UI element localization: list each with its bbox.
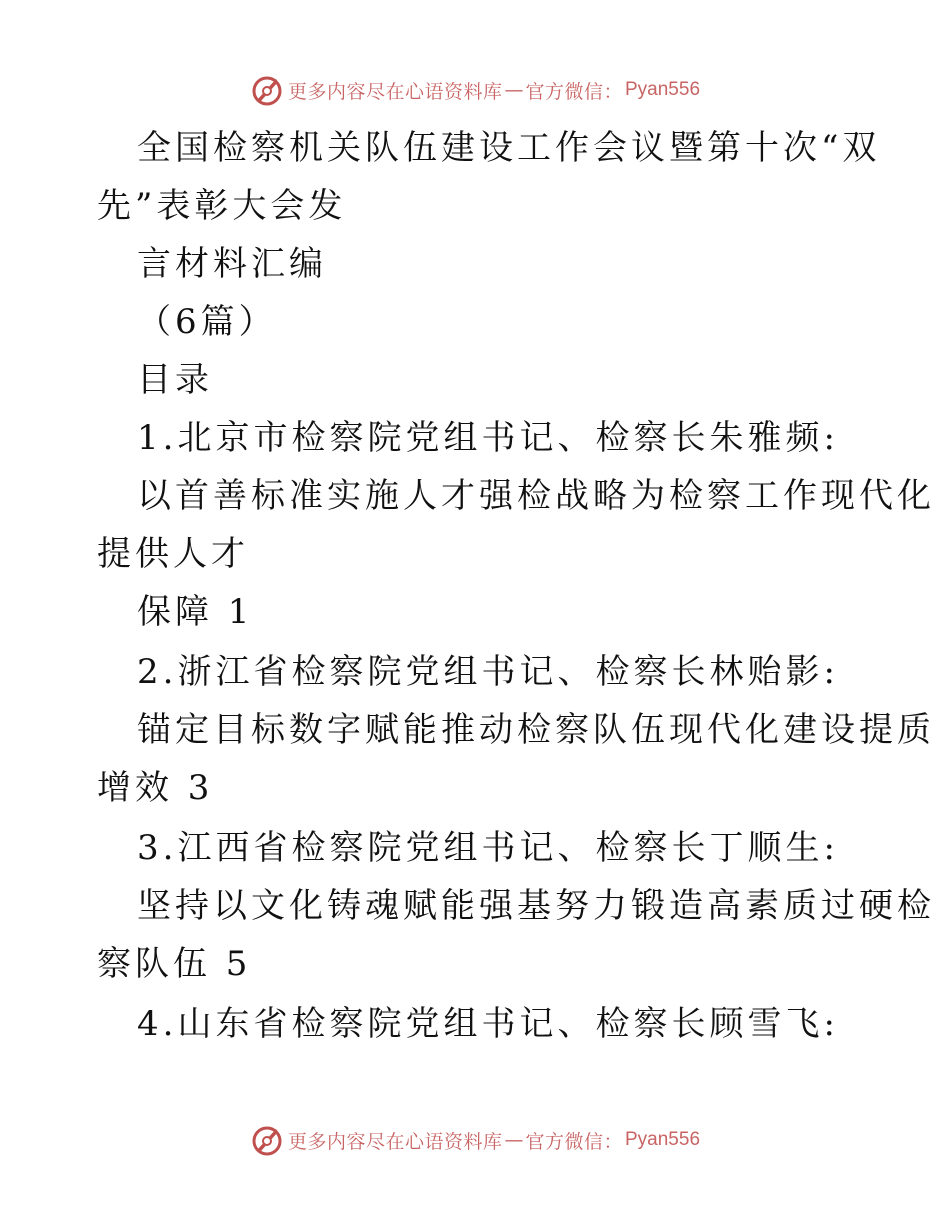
watermark-footer	[0, 1120, 950, 1160]
watermark-label: 官方微信：	[525, 1130, 623, 1153]
toc-item-4-author: 4.山东省检察院党组书记、检察长顾雪飞:	[137, 1004, 839, 1044]
quill-logo-icon	[250, 73, 284, 107]
toc-item-3-author: 3.江西省检察院党组书记、检察长丁顺生:	[137, 828, 839, 868]
watermark-text: 更多内容尽在心语资料库	[287, 80, 503, 103]
toc-item-1-page: 保障 1	[137, 592, 254, 632]
doc-count: （6篇）	[137, 302, 277, 342]
toc-item-1-title-cont: 提供人才	[97, 534, 249, 574]
toc-item-2-title: 锚定目标数字赋能推动检察队伍现代化建设提质	[137, 710, 935, 750]
toc-item-2-author: 2.浙江省检察院党组书记、检察长林贻影:	[137, 652, 839, 692]
doc-title-line-1: 全国检察机关队伍建设工作会议暨第十次“双	[137, 128, 881, 168]
toc-item-2-title-cont: 增效 3	[97, 768, 214, 808]
toc-heading: 目录	[137, 360, 213, 400]
toc-item-1-title: 以首善标准实施人才强检战略为检察工作现代化	[137, 476, 935, 516]
watermark-text: 更多内容尽在心语资料库	[287, 1130, 503, 1153]
toc-item-1-author: 1.北京市检察院党组书记、检察长朱雅频:	[137, 418, 839, 458]
watermark-header	[0, 70, 950, 110]
quill-logo-icon	[250, 1123, 284, 1157]
doc-title-line-3: 言材料汇编	[137, 244, 327, 284]
watermark-account: Pyan556	[625, 79, 701, 100]
toc-item-3-title-cont: 察队伍 5	[97, 944, 252, 984]
toc-item-3-title: 坚持以文化铸魂赋能强基努力锻造高素质过硬检	[137, 886, 935, 926]
doc-title-line-2: 先”表彰大会发	[97, 186, 347, 226]
watermark-dash: —	[504, 79, 524, 101]
watermark-label: 官方微信：	[525, 80, 623, 103]
watermark-dash: —	[504, 1129, 524, 1151]
watermark-account: Pyan556	[625, 1129, 701, 1150]
